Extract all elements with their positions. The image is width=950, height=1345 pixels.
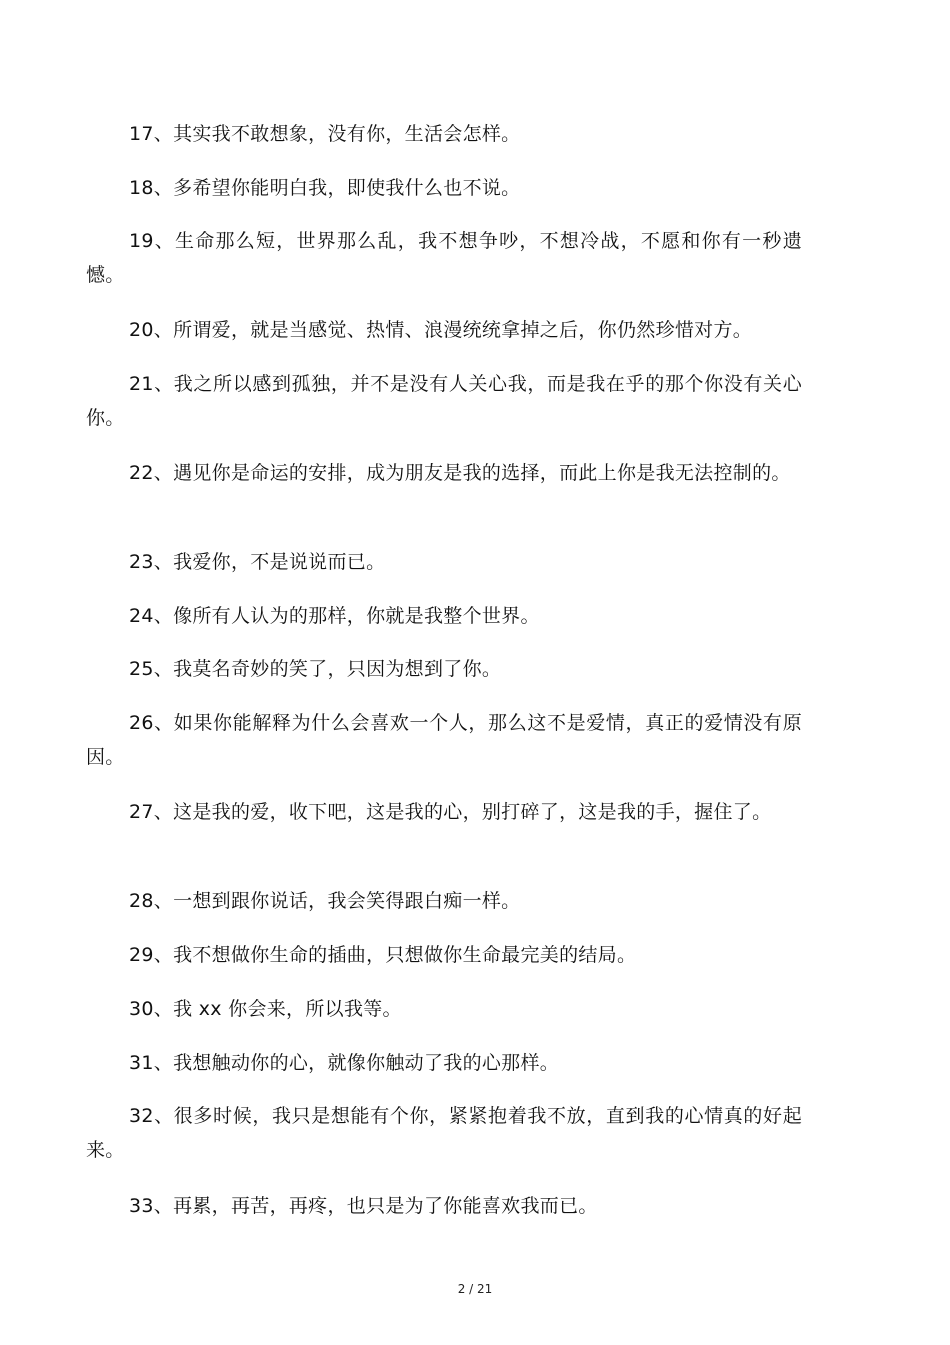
paragraph-28: 28、一想到跟你说话，我会笑得跟白痴一样。 — [129, 890, 521, 912]
paragraph-29: 29、我不想做你生命的插曲，只想做你生命最完美的结局。 — [129, 944, 637, 966]
paragraph-17: 17、其实我不敢想象，没有你，生活会怎样。 — [129, 123, 521, 145]
paragraph-20: 20、所谓爱，就是当感觉、热情、浪漫统统拿掉之后，你仍然珍惜对方。 — [129, 319, 753, 341]
paragraph-18: 18、多希望你能明白我，即使我什么也不说。 — [129, 177, 521, 199]
paragraph-33: 33、再累，再苦，再疼，也只是为了你能喜欢我而已。 — [129, 1195, 598, 1217]
paragraph-23: 23、我爱你，不是说说而已。 — [129, 551, 386, 573]
paragraph-30: 30、我 xx 你会来，所以我等。 — [129, 998, 402, 1020]
page-number: 2 / 21 — [457, 1282, 493, 1296]
paragraph-24: 24、像所有人认为的那样，你就是我整个世界。 — [129, 605, 540, 627]
paragraph-19: 19、生命那么短，世界那么乱，我不想争吵，不想冷战，不愿和你有一秒遗憾。 — [86, 230, 802, 286]
paragraph-25: 25、我莫名奇妙的笑了，只因为想到了你。 — [129, 658, 502, 680]
paragraph-32: 32、很多时候，我只是想能有个你，紧紧抱着我不放，直到我的心情真的好起来。 — [86, 1105, 802, 1161]
paragraph-27: 27、这是我的爱，收下吧，这是我的心，别打碎了，这是我的手，握住了。 — [129, 801, 772, 823]
paragraph-31: 31、我想触动你的心，就像你触动了我的心那样。 — [129, 1052, 560, 1074]
paragraph-26: 26、如果你能解释为什么会喜欢一个人，那么这不是爱情，真正的爱情没有原因。 — [86, 712, 802, 768]
paragraph-22: 22、遇见你是命运的安排，成为朋友是我的选择，而此上你是我无法控制的。 — [129, 462, 791, 484]
paragraph-21: 21、我之所以感到孤独，并不是没有人关心我，而是我在乎的那个你没有关心你。 — [86, 373, 802, 429]
